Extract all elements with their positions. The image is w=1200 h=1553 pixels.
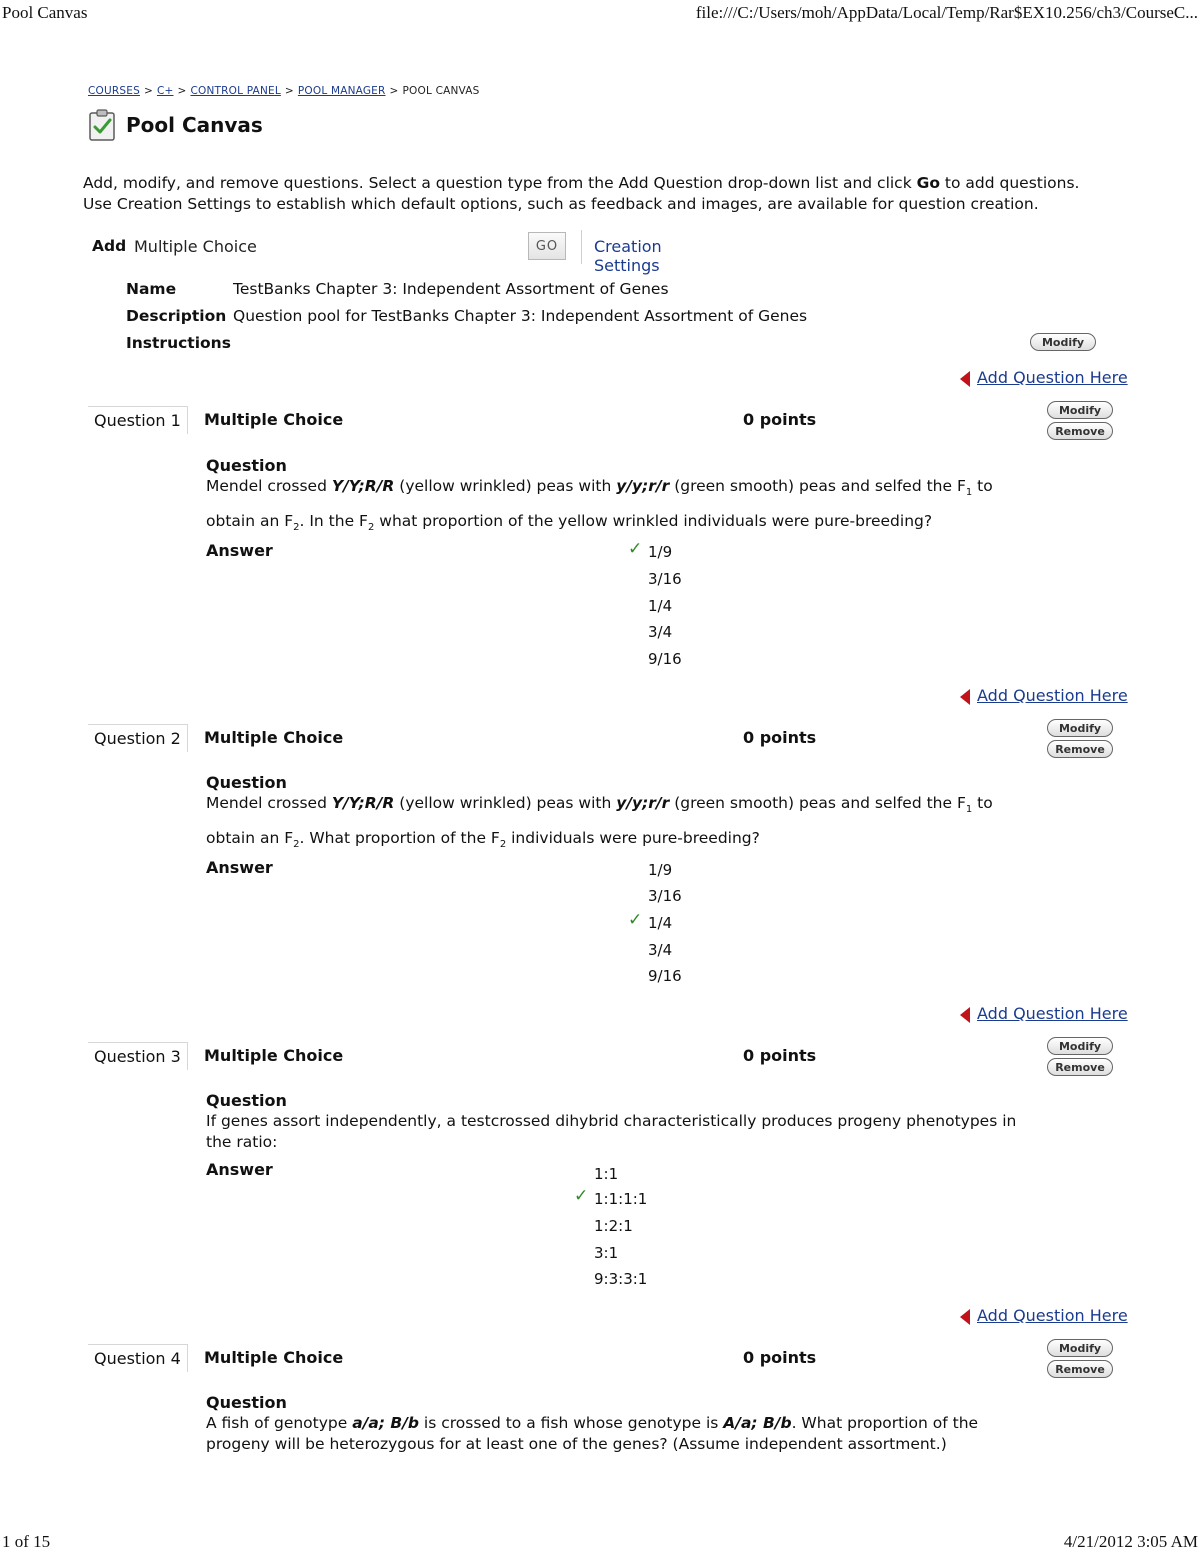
add-question-here-link[interactable]: Add Question Here — [977, 368, 1128, 387]
question-number: Question 2 — [88, 724, 188, 752]
answer-option: ✓ 1:1:1:1 — [574, 1186, 648, 1208]
question-label: Question — [206, 1091, 287, 1110]
answer-option: 1/9 — [648, 861, 673, 879]
answer-label: Answer — [206, 858, 273, 877]
answer-option: ✓ 1/4 — [628, 910, 673, 932]
add-label: Add — [92, 237, 127, 255]
question-type-select[interactable]: Multiple Choice — [134, 237, 257, 256]
breadcrumb-control-panel-link[interactable]: CONTROL PANEL — [190, 85, 281, 97]
question-points: 0 points — [743, 1046, 817, 1065]
pool-modify-button[interactable]: Modify — [1030, 333, 1096, 351]
question-text: Mendel crossed Y/Y;R/R (yellow wrinkled) peas with y/y;r/r (green smooth) peas and selfed the $F_1$ to obtain an $F_2$. In the $F_2$ what proportion of the yellow wrinkled individuals were pure-breeding? — [206, 477, 993, 534]
answer-option: 3/4 — [648, 623, 673, 641]
answer-label: Answer — [206, 1160, 273, 1179]
pool-description-value: Question pool for TestBanks Chapter 3: Independent Assortment of Genes — [233, 307, 808, 325]
question-type: Multiple Choice — [204, 1046, 344, 1065]
page-title: Pool Canvas — [126, 113, 263, 137]
question-text: A fish of genotype a/a; B/b is crossed to a fish whose genotype is A/a; B/b. What proportion of the progeny will be heterozygous for at least one of the genes? (Assume independent assortment.) — [206, 1414, 979, 1453]
remove-button[interactable]: Remove — [1047, 422, 1113, 440]
breadcrumb-course-link[interactable]: C+ — [156, 85, 174, 97]
question-number: Question 1 — [88, 406, 188, 434]
question-block — [88, 1042, 1128, 1292]
pool-name-label: Name — [126, 280, 177, 298]
modify-button[interactable]: Modify — [1047, 1339, 1113, 1357]
question-label: Question — [206, 1393, 287, 1412]
modify-button[interactable]: Modify — [1047, 401, 1113, 419]
breadcrumb — [88, 85, 480, 97]
answer-label: Answer — [206, 541, 273, 560]
correct-check-icon: ✓ — [628, 910, 643, 930]
answer-option: 3/16 — [648, 570, 682, 588]
add-question-bar — [92, 232, 662, 275]
breadcrumb-separator: > — [284, 85, 294, 97]
add-question-here-link[interactable]: Add Question Here — [977, 686, 1128, 705]
question-points: 0 points — [743, 728, 817, 747]
question-block — [88, 724, 1128, 994]
breadcrumb-separator: > — [389, 85, 399, 97]
intro-part1: Add, modify, and remove questions. Select a question type from the Add Question drop-down list and click — [83, 174, 917, 192]
red-marker-icon — [960, 371, 970, 387]
question-label: Question — [206, 456, 287, 475]
intro-part2: to add questions. Use Creation Settings to establish which default options, such as feedback and images, are available for question creation. — [83, 174, 1080, 213]
answer-option: 3:1 — [594, 1244, 619, 1262]
question-points: 0 points — [743, 1348, 817, 1367]
breadcrumb-separator: > — [177, 85, 187, 97]
breadcrumb-separator: > — [143, 85, 153, 97]
go-button[interactable]: GO — [528, 232, 566, 260]
breadcrumb-pool-manager-link[interactable]: POOL MANAGER — [297, 85, 386, 97]
answer-option: 9/16 — [648, 967, 682, 985]
intro-go-bold: Go — [916, 174, 940, 192]
clipboard-check-icon — [88, 108, 118, 142]
add-question-here-link[interactable]: Add Question Here — [977, 1306, 1128, 1325]
pool-description-label: Description — [126, 307, 227, 325]
intro-text — [83, 173, 1093, 215]
question-type: Multiple Choice — [204, 728, 344, 747]
remove-button[interactable]: Remove — [1047, 1360, 1113, 1378]
print-footer — [0, 1532, 1200, 1552]
question-type: Multiple Choice — [204, 1348, 344, 1367]
answer-option: 1:1 — [594, 1165, 619, 1183]
remove-button[interactable]: Remove — [1047, 1058, 1113, 1076]
breadcrumb-courses-link[interactable]: COURSES — [88, 85, 140, 97]
print-datetime: 4/21/2012 3:05 AM — [1063, 1532, 1198, 1551]
pool-name-value: TestBanks Chapter 3: Independent Assortment of Genes — [233, 280, 669, 298]
answer-option: 1:2:1 — [594, 1217, 633, 1235]
question-label: Question — [206, 773, 287, 792]
red-marker-icon — [960, 1309, 970, 1325]
question-number: Question 4 — [88, 1344, 188, 1372]
red-marker-icon — [960, 1007, 970, 1023]
modify-button[interactable]: Modify — [1047, 1037, 1113, 1055]
title-row — [88, 108, 263, 142]
question-text: Mendel crossed Y/Y;R/R (yellow wrinkled) peas with y/y;r/r (green smooth) peas and selfed the $F_1$ to obtain an $F_2$. What proportion of the $F_2$ individuals were pure-breeding? — [206, 794, 993, 851]
pool-instructions-label: Instructions — [126, 334, 231, 352]
modify-button[interactable]: Modify — [1047, 719, 1113, 737]
answer-option: 9/16 — [648, 650, 682, 668]
breadcrumb-current: POOL CANVAS — [402, 85, 480, 97]
question-type: Multiple Choice — [204, 410, 344, 429]
answer-option: ✓ 1/9 — [628, 539, 673, 561]
question-text: If genes assort independently, a testcrossed dihybrid characteristically produces progeny phenotypes in the ratio: — [206, 1112, 1017, 1151]
red-marker-icon — [960, 689, 970, 705]
answer-option: 3/4 — [648, 941, 673, 959]
question-points: 0 points — [743, 410, 817, 429]
correct-check-icon: ✓ — [628, 539, 643, 559]
divider — [581, 230, 582, 264]
print-page-count: 1 of 15 — [2, 1532, 51, 1551]
question-block — [88, 1344, 1128, 1464]
remove-button[interactable]: Remove — [1047, 740, 1113, 758]
add-question-here-link[interactable]: Add Question Here — [977, 1004, 1128, 1023]
answer-option: 3/16 — [648, 887, 682, 905]
question-number: Question 3 — [88, 1042, 188, 1070]
print-url: file:///C:/Users/moh/AppData/Local/Temp/Rar$EX10.256/ch3/CourseC... — [695, 3, 1198, 22]
creation-settings-link[interactable]: Creation Settings — [594, 237, 662, 275]
answer-option: 9:3:3:1 — [594, 1270, 648, 1288]
answer-option: 1/4 — [648, 597, 673, 615]
question-block — [88, 406, 1128, 676]
correct-check-icon: ✓ — [574, 1186, 589, 1206]
print-title: Pool Canvas — [2, 3, 88, 22]
print-header — [0, 3, 1200, 23]
